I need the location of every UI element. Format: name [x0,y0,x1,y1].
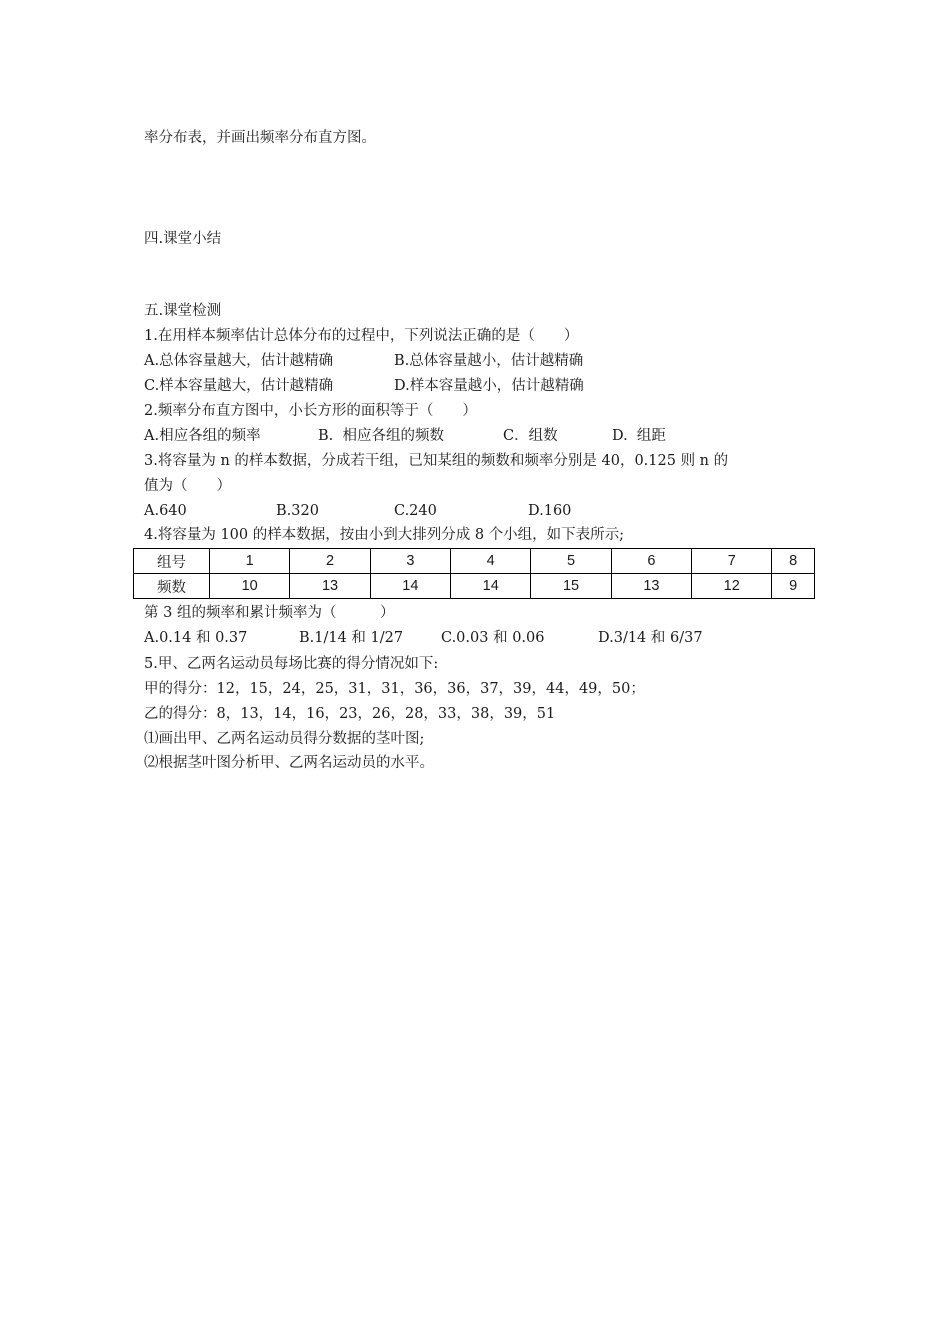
q5-part2: ⑵根据茎叶图分析甲、乙两名运动员的水平。 [144,755,434,771]
q5-yi-scores: 乙的得分：8，13，14，16，23，26，28，33，38，39，51 [144,706,556,722]
q3-option-b: B.320 [276,503,319,519]
q2-option-c: C．组数 [503,428,558,444]
q2-option-a: A.相应各组的频率 [144,428,261,444]
q2-option-b: B. 相应各组的频数 [318,428,444,444]
table-cell: 10 [210,574,290,599]
section5-title: 五.课堂检测 [144,303,222,319]
table-header-frequency: 频数 [134,574,210,599]
table-cell: 8 [772,549,815,574]
q3-stem-line2: 值为（ ） [144,478,231,494]
q5-jia-scores: 甲的得分：12，15，24，25，31，31，36，36，37，39，44，49，50； [144,681,645,697]
table-cell: 9 [772,574,815,599]
table-cell: 14 [370,574,450,599]
section4-title: 四.课堂小结 [144,231,222,247]
q1-option-d: D.样本容量越小，估计越精确 [394,378,584,394]
table-cell: 1 [210,549,290,574]
q2-option-d: D. 组距 [612,428,666,444]
q5-stem: 5.甲、乙两名运动员每场比赛的得分情况如下: [144,656,439,672]
q4-option-b: B.1/14 和 1/27 [299,630,404,646]
intro-line: 率分布表，并画出频率分布直方图。 [144,130,376,146]
table-header-group: 组号 [134,549,210,574]
q1-stem: 1.在用样本频率估计总体分布的过程中，下列说法正确的是（ ） [144,328,579,344]
q3-option-d: D.160 [528,503,572,519]
q4-option-c: C.0.03 和 0.06 [441,630,545,646]
table-cell: 5 [531,549,611,574]
table-cell: 13 [611,574,691,599]
q4-option-d: D.3/14 和 6/37 [598,630,703,646]
q1-option-c: C.样本容量越大，估计越精确 [144,378,334,394]
q4-option-a: A.0.14 和 0.37 [144,630,248,646]
table-row-frequency [134,574,815,599]
q3-stem-line1: 3.将容量为 n 的样本数据，分成若干组，已知某组的频数和频率分别是 40，0.125 则 n 的 [144,453,729,469]
q4-stem: 4.将容量为 100 的样本数据，按由小到大排列分成 8 个小组，如下表所示; [144,527,625,543]
q1-option-b: B.总体容量越小，估计越精确 [394,353,584,369]
table-cell: 14 [451,574,531,599]
q3-option-c: C.240 [394,503,437,519]
table-cell: 7 [692,549,772,574]
table-cell: 2 [290,549,370,574]
q5-part1: ⑴画出甲、乙两名运动员得分数据的茎叶图; [144,731,425,747]
table-cell: 12 [692,574,772,599]
q3-option-a: A.640 [144,503,187,519]
table-cell: 3 [370,549,450,574]
table-cell: 4 [451,549,531,574]
q2-stem: 2.频率分布直方图中，小长方形的面积等于（ ） [144,403,477,419]
table-cell: 15 [531,574,611,599]
table-cell: 6 [611,549,691,574]
frequency-table [133,548,815,599]
table-row-group [134,549,815,574]
q1-option-a: A.总体容量越大，估计越精确 [144,353,334,369]
q4-question: 第 3 组的频率和累计频率为（ ） [144,605,395,621]
table-cell: 13 [290,574,370,599]
